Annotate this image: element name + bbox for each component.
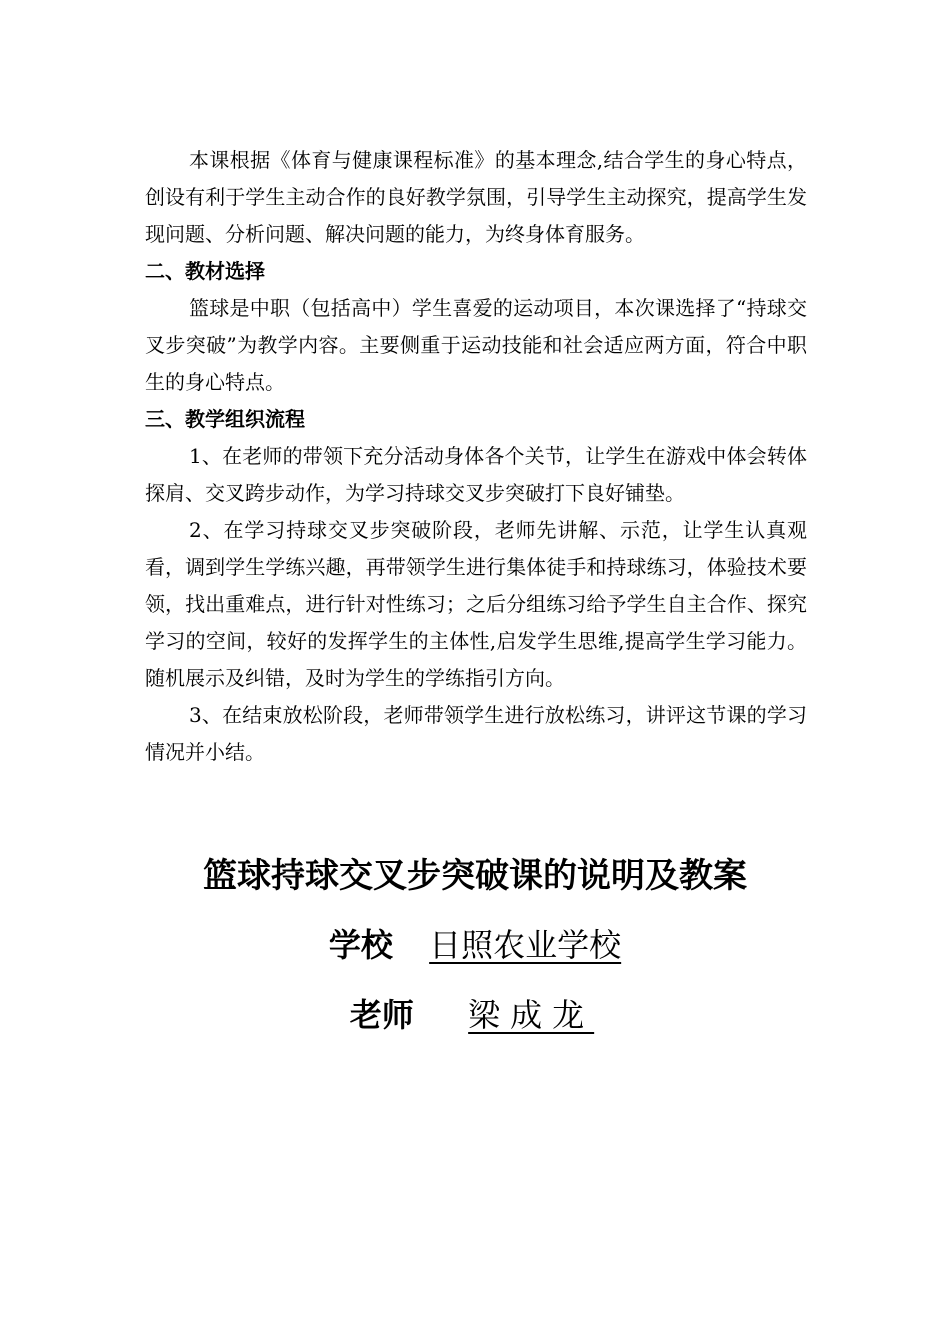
process-item-1: 1、在老师的带领下充分活动身体各个关节，让学生在游戏中体会转体探肩、交叉跨步动作，为学习持球交叉步突破打下良好铺垫。 [145, 444, 807, 505]
section-heading-materials: 二、教材选择 [145, 259, 265, 283]
process-item-3: 3、在结束放松阶段，老师带领学生进行放松练习，讲评这节课的学习情况并小结。 [145, 703, 807, 764]
teacher-label: 老师 [349, 996, 414, 1034]
document-body [145, 142, 807, 771]
teacher-value: 梁成龙 [468, 996, 595, 1034]
school-line [0, 922, 950, 968]
section-heading-process: 三、教学组织流程 [145, 407, 305, 431]
process-item-2: 2、在学习持球交叉步突破阶段，老师先讲解、示范，让学生认真观看，调到学生学练兴趣，再带领学生进行集体徒手和持球练习，体验技术要领，找出重难点，进行针对性练习；之后分组练习给予学生自主合作、探究学习的空间，较好的发挥学生的主体性,启发学生思维,提高学生学习能力。随机展示及纠错，及时为学生的学练指引方向。 [145, 518, 807, 690]
school-label: 学校 [328, 926, 393, 964]
intro-paragraph: 本课根据《体育与健康课程标准》的基本理念,结合学生的身心特点，创设有利于学生主动合作的良好教学氛围，引导学生主动探究，提高学生发现问题、分析问题、解决问题的能力，为终身体育服务。 [145, 148, 807, 246]
cover-title: 篮球持球交叉步突破课的说明及教案 [203, 856, 747, 896]
materials-paragraph: 篮球是中职（包括高中）学生喜爱的运动项目，本次课选择了“持球交叉步突破”为教学内容。主要侧重于运动技能和社会适应两方面，符合中职生的身心特点。 [145, 296, 807, 394]
teacher-line [0, 992, 950, 1038]
school-value: 日照农业学校 [429, 926, 622, 964]
